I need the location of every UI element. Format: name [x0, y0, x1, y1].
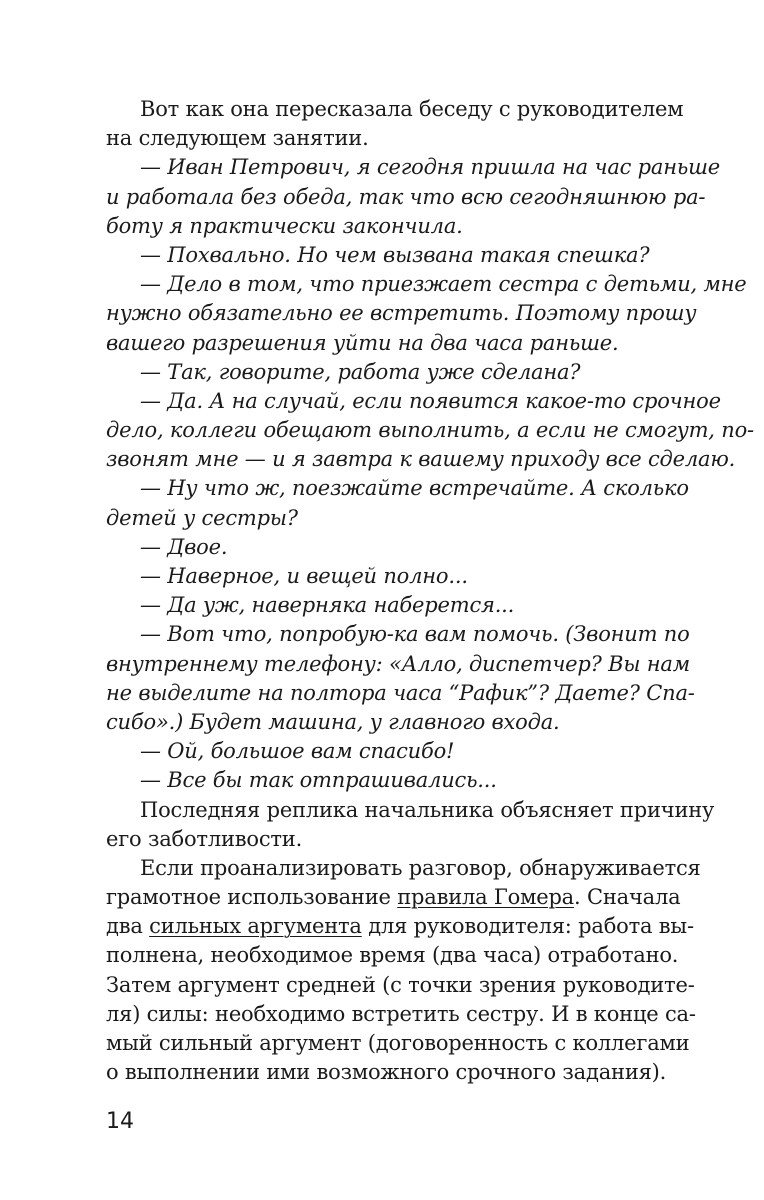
underlined-term: сильных аргумента: [149, 914, 362, 939]
dialogue-line: — Двое.: [140, 534, 228, 559]
dialogue-line: — Да уж, наверняка наберется...: [140, 593, 515, 618]
dialogue-line: — Вот что, попробую-ка вам помочь. (Звонит по: [140, 622, 690, 647]
dialogue-line: — Все бы так отпрашивались...: [140, 768, 497, 793]
dialogue-line: боту я практически закончила.: [106, 213, 463, 238]
dialogue-line: — Ой, большое вам спасибо!: [140, 739, 455, 764]
dialogue-line: — Наверное, и вещей полно...: [140, 564, 468, 588]
dialogue-line: — Иван Петрович, я сегодня пришла на час раньше: [140, 155, 721, 180]
text-line: Затем аргумент средней (с точки зрения руководите-: [106, 972, 695, 997]
text-line: полнена, необходимое время (два часа) отработано.: [106, 943, 679, 968]
text-line: [106, 912, 694, 941]
dialogue-line: нужно обязательно ее встретить. Поэтому прошу: [106, 301, 697, 326]
dialogue-line: и работала без обеда, так что всю сегодняшнюю ра-: [106, 184, 706, 209]
text-line: [106, 883, 681, 912]
dialogue-line: детей у сестры?: [106, 505, 298, 530]
dialogue-line: дело, коллеги обещают выполнить, а если не смогут, по-: [106, 418, 754, 443]
dialogue-line: внутреннему телефону: «Алло, диспетчер? Вы нам: [106, 651, 690, 676]
dialogue-line: не выделите на полтора часа “Рафик”? Даете? Спа-: [106, 680, 695, 705]
text-run: . Сначала: [574, 885, 681, 910]
text-line: Вот как она пересказала беседу с руководителем: [140, 97, 684, 121]
dialogue-line: вашего разрешения уйти на два часа раньше.: [106, 330, 619, 355]
dialogue-line: — Так, говорите, работа уже сделана?: [140, 359, 581, 384]
dialogue-line: — Похвально. Но чем вызвана такая спешка?: [140, 242, 650, 267]
page-text: [106, 95, 754, 1087]
text-run: грамотное использование: [106, 885, 398, 910]
text-line: на следующем занятии.: [106, 126, 369, 151]
text-run: для руководителя: работа вы-: [361, 914, 694, 939]
dialogue-line: звонят мне — и я завтра к вашему приходу все сделаю.: [106, 447, 736, 472]
page-number: 14: [106, 1109, 134, 1134]
text-line: его заботливости.: [106, 826, 303, 851]
text-line: мый сильный аргумент (договоренность с коллегами: [106, 1031, 690, 1055]
text-run: два: [106, 914, 150, 939]
dialogue-line: — Дело в том, что приезжает сестра с детьми, мне: [140, 272, 747, 297]
dialogue-line: сибо».) Будет машина, у главного входа.: [106, 709, 560, 734]
dialogue-line: — Да. А на случай, если появится какое-то срочное: [140, 388, 721, 413]
underlined-term: правила Гомера: [397, 885, 575, 910]
text-line: ля) силы: необходимо встретить сестру. И в конце са-: [106, 1001, 696, 1026]
dialogue-line: — Ну что ж, поезжайте встречайте. А сколько: [140, 476, 689, 501]
text-line: Если проанализировать разговор, обнаруживается: [140, 855, 701, 880]
text-line: о выполнении ими возможного срочного задания).: [106, 1060, 667, 1085]
text-line: Последняя реплика начальника объясняет причину: [140, 797, 715, 822]
